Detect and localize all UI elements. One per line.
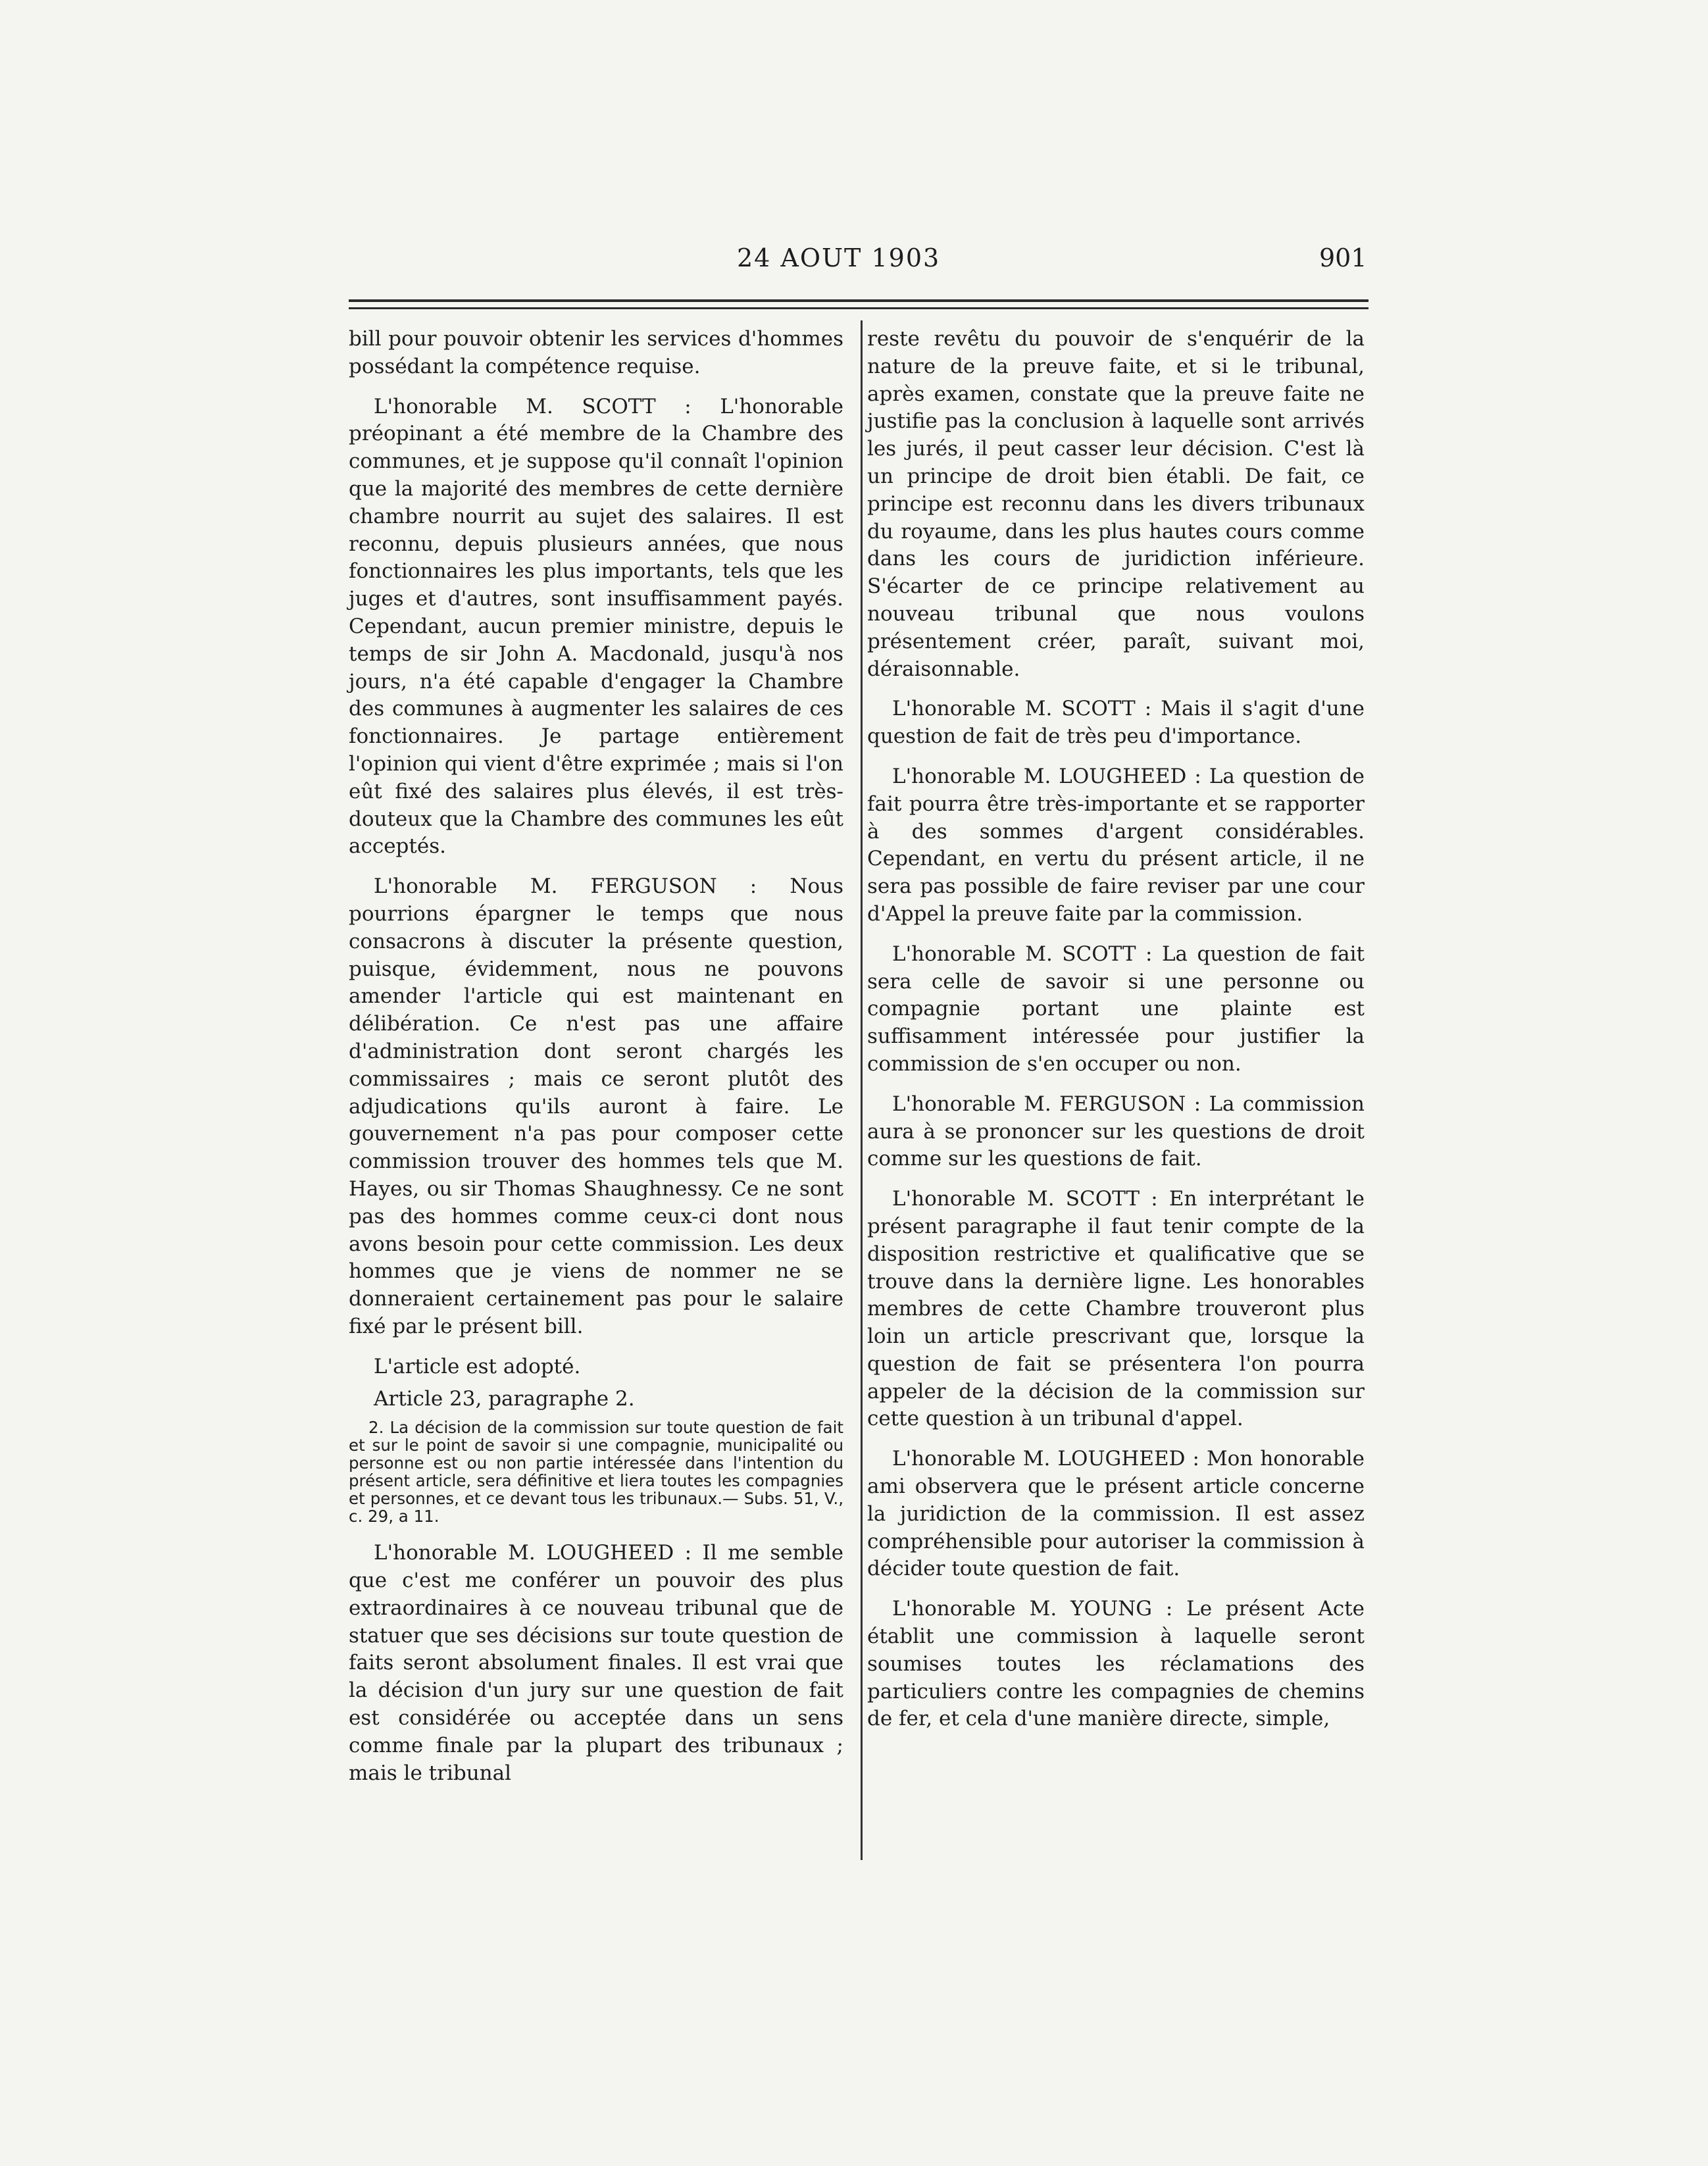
paragraph-scott-1: L'honorable M. SCOTT : L'honorable préopinant a été membre de la Chambre des communes, et je suppose qu'il connaît l'opinion que la majorité des membres de cette dernière chambre nourrit au sujet des salaires. Il est reconnu, depuis plusieurs années, que nous fonctionnaires les plus importants, tels que les juges et d'autres, sont insuffisamment payés. Cependant, aucun premier ministre, depuis le temps de sir John A. Macdonald, jusqu'à nos jours, n'a été capable d'engager la Chambre des communes à augmenter les salaires de ces fonctionnaires. Je partage entièrement l'opinion qui vient d'être exprimée ; mais si l'on eût fixé des salaires plus élevés, il est très-douteux que la Chambre des communes les eût acceptés. <box>349 394 843 859</box>
left-column <box>349 326 843 1800</box>
right-column <box>867 326 1365 1746</box>
paragraph-scott-3: L'honorable M. SCOTT : La question de fait sera celle de savoir si une personne ou compagnie portant une plainte est suffisamment intéressée pour justifier la commission de s'en occuper ou non. <box>867 942 1365 1076</box>
article-heading: Article 23, paragraphe 2. <box>374 1387 635 1411</box>
header-date: 24 AOUT 1903 <box>737 243 941 272</box>
paragraph-continued-right: reste revêtu du pouvoir de s'enquérir de la nature de la preuve faite, et si le tribunal, après examen, constate que la preuve faite ne justifie pas la conclusion à laquelle sont arrivés les jurés, il peut casser leur décision. C'est là un principe de droit bien établi. De fait, ce principe est reconnu dans les divers tribunaux du royaume, dans les plus hautes cours comme dans les cours de juridiction inférieure. S'écarter de ce principe relativement au nouveau tribunal que nous voulons présentement créer, paraît, suivant moi, déraisonnable. <box>867 327 1365 681</box>
header-rule <box>349 299 1369 302</box>
column-divider <box>861 320 863 1860</box>
paragraph-lougheed-3: L'honorable M. LOUGHEED : Mon honorable ami observera que le présent article concerne la juridiction de la commission. Il est assez compréhensible pour autoriser la commission à décider toute question de fait. <box>867 1447 1365 1581</box>
paragraph-lougheed-2: L'honorable M. LOUGHEED : La question de fait pourra être très-importante et se rapporter à des sommes d'argent considérables. Cependant, en vertu du présent article, il ne sera pas possible de faire reviser par une cour d'Appel la preuve faite par la commission. <box>867 764 1365 926</box>
paragraph-ferguson-1: L'honorable M. FERGUSON : Nous pourrions épargner le temps que nous consacrons à discuter la présente question, puisque, évidemment, nous ne pouvons amender l'article qui est maintenant en délibération. Ce n'est pas une affaire d'administration dont seront chargés les commissaires ; mais ce seront plutôt des adjudications qu'ils auront à faire. Le gouvernement n'a pas pour composer cette commission trouver des hommes tels que M. Hayes, ou sir Thomas Shaughnessy. Ce ne sont pas des hommes comme ceux-ci dont nous avons besoin pour cette commission. Les deux hommes que je viens de nommer ne se donneraient certainement pas pour le salaire fixé par le présent bill. <box>349 874 843 1338</box>
article-adopted: L'article est adopté. <box>374 1354 581 1378</box>
paragraph-ferguson-2: L'honorable M. FERGUSON : La commission aura à se prononcer sur les questions de droit comme sur les questions de fait. <box>867 1092 1365 1171</box>
paragraph-continued: bill pour pouvoir obtenir les services d'hommes possédant la compétence requise. <box>349 327 843 378</box>
paragraph-scott-2: L'honorable M. SCOTT : Mais il s'agit d'une question de fait de très peu d'importance. <box>867 697 1365 749</box>
statute-text: 2. La décision de la commission sur toute question de fait et sur le point de savoir si une compagnie, municipalité ou personne est ou non partie intéressée dans l'intention du présent article, sera définitive et liera toutes les compagnies et personnes, et ce devant tous les tribunaux.— Subs. 51, V., c. 29, a 11. <box>349 1418 843 1526</box>
paragraph-scott-4: L'honorable M. SCOTT : En interprétant le présent paragraphe il faut tenir compte de la disposition restrictive et qualificative que se trouve dans la dernière ligne. Les honorables membres de cette Chambre trouveront plus loin un article prescrivant que, lorsque la question de fait se présentera l'on pourra appeler de la décision de la commission sur cette question à un tribunal d'appel. <box>867 1187 1365 1431</box>
paragraph-lougheed-1: L'honorable M. LOUGHEED : Il me semble que c'est me conférer un pouvoir des plus extraordinaires à ce nouveau tribunal que de statuer que ses décisions sur toute question de faits seront absolument finales. Il est vrai que la décision d'un jury sur une question de fait est considérée ou acceptée dans un sens comme finale par la plupart des tribunaux ; mais le tribunal <box>349 1541 843 1785</box>
paragraph-young-1: L'honorable M. YOUNG : Le présent Acte établit une commission à laquelle seront soumises toutes les réclamations des particuliers contre les compagnies de chemins de fer, et cela d'une manière directe, simple, <box>867 1597 1365 1731</box>
page-number: 901 <box>1319 243 1367 272</box>
header-rule-secondary <box>349 307 1369 309</box>
